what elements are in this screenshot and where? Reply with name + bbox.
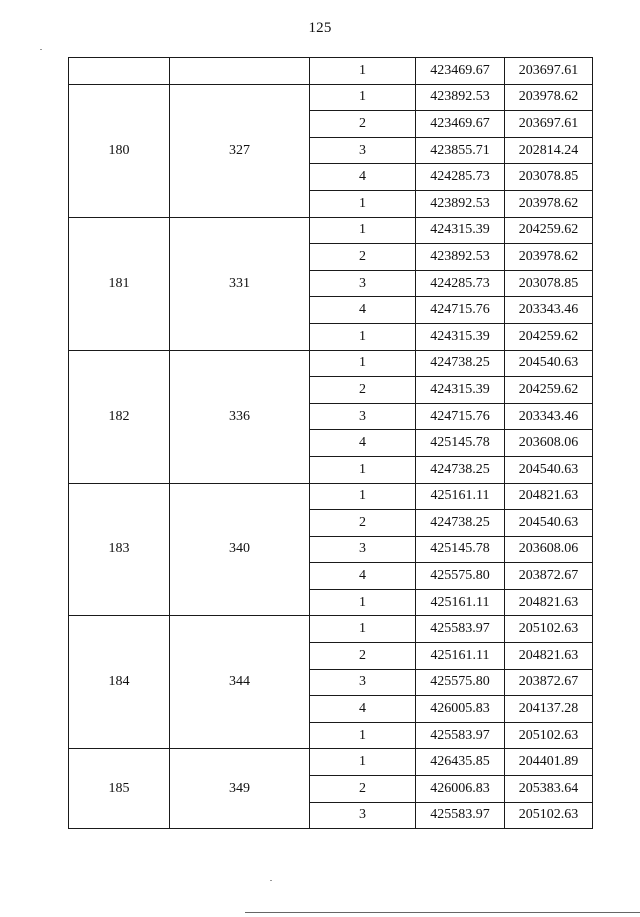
- x-coordinate-cell: 424285.73: [416, 164, 505, 191]
- plot-id-cell: 184: [69, 616, 170, 749]
- plot-number-cell-empty: [170, 58, 310, 85]
- y-coordinate-cell: 203343.46: [505, 403, 593, 430]
- point-cell: 3: [310, 536, 416, 563]
- y-coordinate-cell: 204540.63: [505, 510, 593, 537]
- x-coordinate-cell: 425161.11: [416, 643, 505, 670]
- x-coordinate-cell: 425161.11: [416, 589, 505, 616]
- x-coordinate-cell: 423892.53: [416, 190, 505, 217]
- plot-id-cell: 180: [69, 84, 170, 217]
- point-cell: 1: [310, 483, 416, 510]
- y-coordinate-cell: 205102.63: [505, 802, 593, 829]
- table-row: [69, 350, 593, 377]
- plot-id-cell-empty: [69, 58, 170, 85]
- table-row-continuation: [69, 58, 593, 85]
- x-coordinate-cell: 423469.67: [416, 58, 505, 85]
- x-coordinate-cell: 424285.73: [416, 270, 505, 297]
- point-cell: 3: [310, 669, 416, 696]
- point-cell: 1: [310, 616, 416, 643]
- y-coordinate-cell: 204821.63: [505, 643, 593, 670]
- point-cell: 1: [310, 456, 416, 483]
- point-cell: 1: [310, 589, 416, 616]
- y-coordinate-cell: 204137.28: [505, 696, 593, 723]
- y-coordinate-cell: 204401.89: [505, 749, 593, 776]
- y-coordinate-cell: 204259.62: [505, 323, 593, 350]
- plot-number-cell: 331: [170, 217, 310, 350]
- page-number: 125: [308, 20, 332, 36]
- x-coordinate-cell: 423892.53: [416, 84, 505, 111]
- point-cell: 2: [310, 244, 416, 271]
- point-cell: 4: [310, 563, 416, 590]
- y-coordinate-cell: 204540.63: [505, 350, 593, 377]
- page-edge-line: [245, 912, 640, 913]
- point-cell: 3: [310, 403, 416, 430]
- y-coordinate-cell: 204259.62: [505, 377, 593, 404]
- point-cell: 1: [310, 84, 416, 111]
- y-coordinate-cell: 205102.63: [505, 616, 593, 643]
- point-cell: 2: [310, 643, 416, 670]
- point-cell: 4: [310, 164, 416, 191]
- x-coordinate-cell: 423892.53: [416, 244, 505, 271]
- point-cell: 2: [310, 510, 416, 537]
- y-coordinate-cell: 203872.67: [505, 563, 593, 590]
- y-coordinate-cell: 203978.62: [505, 84, 593, 111]
- y-coordinate-cell: 204821.63: [505, 589, 593, 616]
- table-row: [69, 217, 593, 244]
- x-coordinate-cell: 424715.76: [416, 403, 505, 430]
- plot-number-cell: 336: [170, 350, 310, 483]
- y-coordinate-cell: 203078.85: [505, 270, 593, 297]
- point-cell: 3: [310, 802, 416, 829]
- x-coordinate-cell: 425145.78: [416, 430, 505, 457]
- x-coordinate-cell: 424738.25: [416, 456, 505, 483]
- y-coordinate-cell: 203872.67: [505, 669, 593, 696]
- y-coordinate-cell: 204259.62: [505, 217, 593, 244]
- x-coordinate-cell: 423855.71: [416, 137, 505, 164]
- y-coordinate-cell: 203697.61: [505, 58, 593, 85]
- point-cell: 3: [310, 270, 416, 297]
- x-coordinate-cell: 425583.97: [416, 722, 505, 749]
- plot-id-cell: 181: [69, 217, 170, 350]
- x-coordinate-cell: 424738.25: [416, 350, 505, 377]
- x-coordinate-cell: 426006.83: [416, 776, 505, 803]
- y-coordinate-cell: 204540.63: [505, 456, 593, 483]
- plot-id-cell: 182: [69, 350, 170, 483]
- point-cell: 1: [310, 323, 416, 350]
- y-coordinate-cell: 203078.85: [505, 164, 593, 191]
- x-coordinate-cell: 424738.25: [416, 510, 505, 537]
- y-coordinate-cell: 203978.62: [505, 244, 593, 271]
- y-coordinate-cell: 203343.46: [505, 297, 593, 324]
- plot-id-cell: 185: [69, 749, 170, 829]
- x-coordinate-cell: 426005.83: [416, 696, 505, 723]
- scan-speck: [40, 49, 42, 50]
- x-coordinate-cell: 424315.39: [416, 323, 505, 350]
- coordinates-table: [68, 57, 593, 829]
- point-cell: 1: [310, 190, 416, 217]
- y-coordinate-cell: 204821.63: [505, 483, 593, 510]
- x-coordinate-cell: 425583.97: [416, 616, 505, 643]
- x-coordinate-cell: 425575.80: [416, 669, 505, 696]
- plot-number-cell: 349: [170, 749, 310, 829]
- point-cell: 4: [310, 297, 416, 324]
- table-row: [69, 483, 593, 510]
- x-coordinate-cell: 424315.39: [416, 217, 505, 244]
- x-coordinate-cell: 425583.97: [416, 802, 505, 829]
- table-row: [69, 616, 593, 643]
- plot-number-cell: 344: [170, 616, 310, 749]
- plot-id-cell: 183: [69, 483, 170, 616]
- y-coordinate-cell: 202814.24: [505, 137, 593, 164]
- x-coordinate-cell: 423469.67: [416, 111, 505, 138]
- y-coordinate-cell: 203608.06: [505, 536, 593, 563]
- x-coordinate-cell: 425161.11: [416, 483, 505, 510]
- point-cell: 1: [310, 217, 416, 244]
- plot-number-cell: 340: [170, 483, 310, 616]
- point-cell: 1: [310, 722, 416, 749]
- point-cell: 2: [310, 111, 416, 138]
- point-cell: 1: [310, 749, 416, 776]
- x-coordinate-cell: 426435.85: [416, 749, 505, 776]
- y-coordinate-cell: 203608.06: [505, 430, 593, 457]
- table-body: [69, 58, 593, 829]
- y-coordinate-cell: 203697.61: [505, 111, 593, 138]
- x-coordinate-cell: 424715.76: [416, 297, 505, 324]
- table-row: [69, 84, 593, 111]
- point-cell: 2: [310, 776, 416, 803]
- y-coordinate-cell: 205102.63: [505, 722, 593, 749]
- plot-number-cell: 327: [170, 84, 310, 217]
- point-cell: 4: [310, 430, 416, 457]
- table-row: [69, 749, 593, 776]
- point-cell: 1: [310, 58, 416, 85]
- scan-speck: [270, 880, 272, 881]
- x-coordinate-cell: 425575.80: [416, 563, 505, 590]
- point-cell: 2: [310, 377, 416, 404]
- point-cell: 3: [310, 137, 416, 164]
- point-cell: 1: [310, 350, 416, 377]
- x-coordinate-cell: 425145.78: [416, 536, 505, 563]
- y-coordinate-cell: 203978.62: [505, 190, 593, 217]
- y-coordinate-cell: 205383.64: [505, 776, 593, 803]
- x-coordinate-cell: 424315.39: [416, 377, 505, 404]
- point-cell: 4: [310, 696, 416, 723]
